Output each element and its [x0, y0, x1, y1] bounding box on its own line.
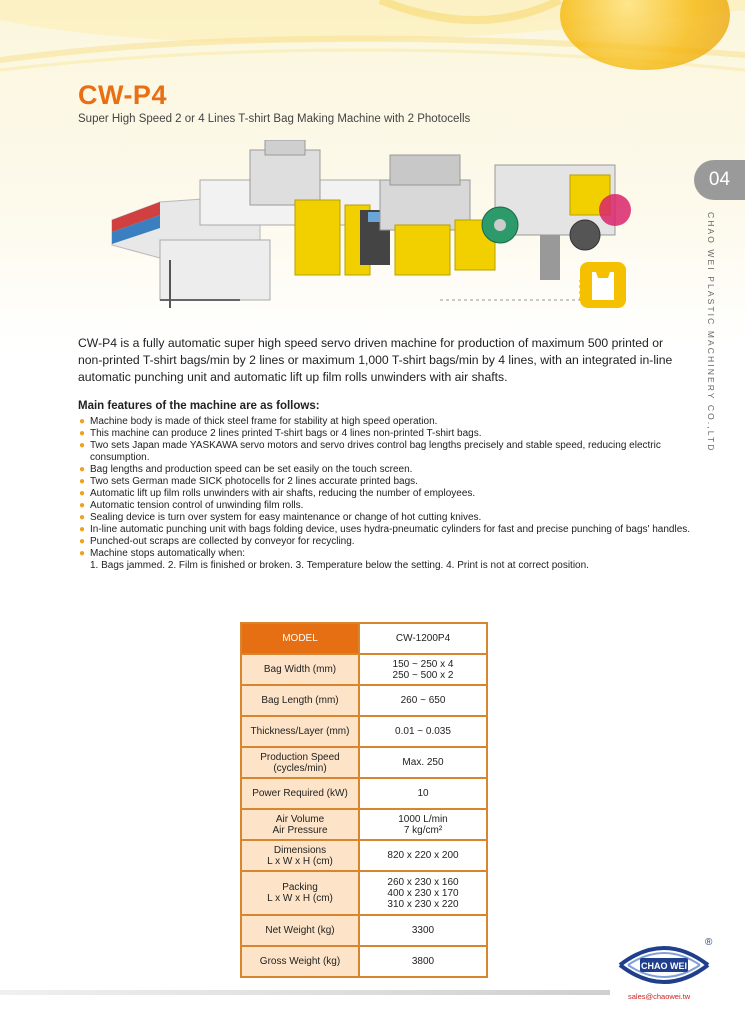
table-row: [241, 654, 487, 685]
company-vertical-text: [706, 212, 720, 502]
bullet-icon: ●: [79, 416, 86, 427]
machine-illustration: [100, 140, 660, 315]
page-title: CW-P4: [78, 80, 167, 110]
spec-value-line: Max. 250: [402, 757, 444, 768]
spec-label: [241, 716, 359, 747]
bullet-icon: ●: [79, 512, 86, 523]
spec-value: [359, 915, 487, 946]
table-row: [241, 778, 487, 809]
bullet-icon: ●: [79, 476, 86, 487]
spec-label-line: Net Weight (kg): [265, 925, 335, 936]
company-vertical-label: CHAO WEI PLASTIC MACHINERY CO.,LTD: [706, 212, 716, 453]
spec-value: [359, 871, 487, 915]
list-item: [78, 524, 698, 536]
feature-text: Automatic lift up film rolls unwinders with air shafts, reducing the number of employees.: [90, 488, 476, 499]
feature-text: Sealing device is turn over system for easy maintenance or change of hot cutting knives.: [90, 512, 482, 523]
spec-value-line: 310 x 230 x 220: [387, 898, 459, 910]
spec-value: [359, 747, 487, 778]
company-logo: [610, 935, 718, 993]
spec-value-line: 0.01 ~ 0.035: [395, 726, 451, 737]
bullet-icon: ●: [79, 500, 86, 511]
table-row: [241, 915, 487, 946]
table-row: [241, 623, 487, 654]
spec-label-line: L x W x H (cm): [267, 855, 333, 867]
spec-label: [241, 840, 359, 871]
spec-value-line: 260 ~ 650: [400, 695, 446, 706]
spec-value: [359, 809, 487, 840]
spec-label: [241, 946, 359, 977]
spec-value: [359, 685, 487, 716]
page-subtitle: Super High Speed 2 or 4 Lines T-shirt Bag Making Machine with 2 Photocells: [78, 113, 471, 125]
spec-header-value: CW-1200P4: [359, 623, 487, 654]
page-number-tab: 04: [694, 160, 745, 200]
list-item: [78, 440, 698, 464]
feature-text: Machine stops automatically when:: [90, 548, 246, 559]
spec-value-line: 250 ~ 500 x 2: [392, 669, 454, 681]
list-item: [78, 488, 698, 500]
table-row: [241, 840, 487, 871]
list-item: [78, 512, 698, 524]
spec-label: [241, 778, 359, 809]
spec-value-line: 820 x 220 x 200: [387, 850, 459, 861]
bottom-bar-decoration: [0, 990, 610, 995]
spec-label-line: Bag Length (mm): [261, 695, 339, 706]
spec-label-line: Dimensions: [273, 844, 327, 856]
bullet-icon: ●: [79, 524, 86, 535]
bullet-icon: ●: [79, 464, 86, 475]
list-item: [78, 536, 698, 548]
spec-label: [241, 685, 359, 716]
spec-value-line: 260 x 230 x 160: [387, 876, 459, 888]
table-row: [241, 716, 487, 747]
bullet-icon: ●: [79, 440, 86, 451]
spec-value-line: 3800: [411, 956, 435, 967]
spec-value: [359, 946, 487, 977]
spec-value: [359, 778, 487, 809]
feature-text: Punched-out scraps are collected by conveyor for recycling.: [90, 536, 355, 547]
features-title: Main features of the machine are as follows:: [78, 400, 320, 412]
table-row: [241, 809, 487, 840]
stop-conditions: 1. Bags jammed. 2. Film is finished or broken. 3. Temperature below the setting. 4. Print is not at correct position.: [90, 560, 589, 571]
spec-label-line: Packing: [282, 882, 318, 893]
spec-value-line: 150 ~ 250 x 4: [392, 658, 454, 670]
spec-value: [359, 716, 487, 747]
feature-text: Machine body is made of thick steel frame for stability at high speed operation.: [90, 416, 438, 427]
spec-label-line: (cycles/min): [273, 762, 327, 774]
feature-text: This machine can produce 2 lines printed T-shirt bags or 4 lines non-printed T-shirt bags.: [90, 428, 482, 439]
spec-table: [240, 622, 488, 978]
intro-paragraph: CW-P4 is a fully automatic super high speed servo driven machine for production of maximum 500 printed or non-printed T-shirt bags/min by 2 lines or maximum 1,000 T-shirt bags/min by 4 lines, with an integrated in-line automatic punching unit and automatic lift up film rolls unwinders with air shafts.: [78, 336, 673, 384]
spec-value-line: 1000 L/min: [398, 813, 448, 825]
table-row: [241, 946, 487, 977]
spec-label-line: L x W x H (cm): [267, 893, 333, 904]
bullet-icon: ●: [79, 548, 86, 559]
list-item: [78, 548, 698, 560]
feature-text: Two sets German made SICK photocells for 2 lines accurate printed bags.: [90, 476, 418, 487]
spec-label: [241, 654, 359, 685]
table-row: [241, 685, 487, 716]
spec-value: [359, 654, 487, 685]
list-item: [78, 428, 698, 440]
spec-label: [241, 747, 359, 778]
bullet-icon: ●: [79, 536, 86, 547]
table-row: [241, 871, 487, 915]
bullet-icon: ●: [79, 428, 86, 439]
contact-email: sales@chaowei.tw: [628, 992, 691, 1001]
list-item: [78, 416, 698, 428]
list-item: [78, 500, 698, 512]
spec-label-line: Thickness/Layer (mm): [250, 726, 350, 737]
spec-label-line: Gross Weight (kg): [259, 956, 341, 967]
bullet-icon: ●: [79, 488, 86, 499]
spec-label-line: Power Required (kW): [252, 788, 348, 799]
table-row: [241, 747, 487, 778]
spec-label: [241, 871, 359, 915]
spec-value-line: 3300: [411, 925, 435, 936]
spec-label-line: Air Pressure: [272, 824, 328, 836]
spec-value-line: 400 x 230 x 170: [387, 887, 459, 899]
feature-text: Automatic tension control of unwinding film rolls.: [90, 500, 304, 511]
spec-value-line: 7 kg/cm²: [403, 824, 443, 836]
list-item: [78, 464, 698, 476]
registered-mark: ®: [705, 937, 713, 948]
features-list: [78, 416, 698, 572]
spec-header-label: MODEL: [241, 623, 359, 654]
spec-label: [241, 915, 359, 946]
spec-value: [359, 840, 487, 871]
logo-text: CHAO WEI: [641, 961, 687, 971]
list-item: [78, 476, 698, 488]
spec-value-line: 10: [417, 788, 429, 799]
spec-label-line: Production Speed: [260, 751, 340, 763]
feature-text: In-line automatic punching unit with bags folding device, uses hydra-pneumatic cylinders for fast and precise punching of bags' handles.: [90, 524, 691, 535]
spec-label-line: Bag Width (mm): [263, 664, 337, 675]
feature-text: Two sets Japan made YASKAWA servo motors and servo drives control bag lengths precisely and stable speed, reducing electric consumption.: [90, 440, 661, 463]
spec-label-line: Air Volume: [275, 813, 325, 825]
feature-text: Bag lengths and production speed can be set easily on the touch screen.: [90, 464, 413, 475]
spec-label: [241, 809, 359, 840]
